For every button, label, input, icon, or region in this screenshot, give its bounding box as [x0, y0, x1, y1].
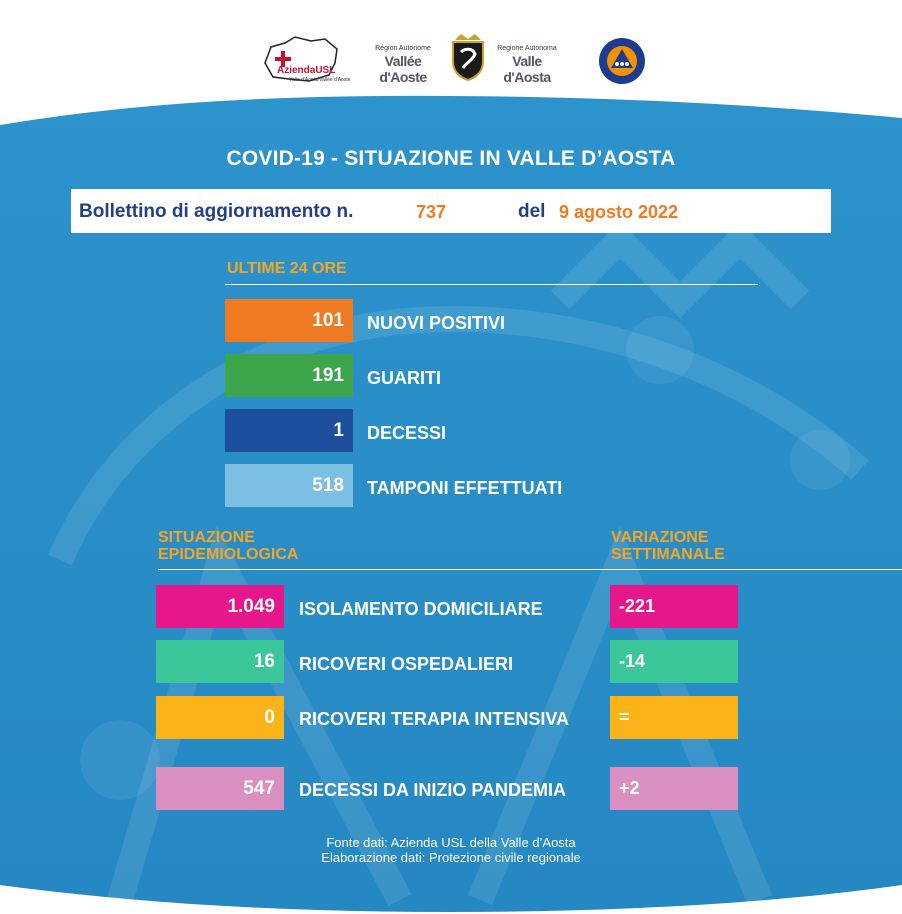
last24-label: NUOVI POSITIVI: [367, 313, 506, 333]
regional-crest-logo: [449, 32, 487, 82]
epi-label: ISOLAMENTO DOMICILIARE: [299, 599, 543, 619]
variation-box: =: [610, 696, 738, 739]
epi-value-box: 0: [156, 696, 284, 739]
epi-heading-line2: EPIDEMIOLOGICA: [158, 546, 299, 563]
last24-heading: ULTIME 24 ORE: [227, 260, 347, 277]
epi-value-box: 16: [156, 640, 284, 683]
bulletin-number: 737: [416, 202, 447, 222]
protezione-civile-logo: [598, 37, 646, 85]
last24-value-box: 1: [225, 409, 353, 452]
source-line2: Elaborazione dati: Protezione civile regionale: [321, 850, 581, 865]
last24-label: DECESSI: [367, 423, 447, 443]
variation-box: -221: [610, 585, 738, 628]
usl-logo: [259, 33, 351, 89]
epi-rule: [158, 569, 902, 570]
source-note: [0, 835, 902, 865]
epi-heading-line1: SITUAZIONE: [158, 529, 255, 546]
variation-box: -14: [610, 640, 738, 683]
last24-label: TAMPONI EFFETTUATI: [367, 478, 563, 498]
bulletin-label: Bollettino di aggiornamento n.: [79, 201, 354, 222]
last24-value-box: 191: [225, 354, 353, 397]
bulletin-bar: [71, 189, 831, 233]
vda-it-small: Regione Autonoma: [497, 45, 557, 52]
last24-value-box: 101: [225, 299, 353, 342]
variation-box: +2: [610, 767, 738, 810]
epi-label: DECESSI DA INIZIO PANDEMIA: [299, 780, 567, 800]
epi-heading: [158, 529, 298, 563]
vda-it-brand: Valle d'Aosta: [503, 53, 551, 85]
usl-subtitle: Valle d'Aosta/Vallée d'Aoste: [289, 77, 351, 83]
crest-icon: [449, 32, 487, 82]
last24-rule: [225, 284, 758, 285]
variation-heading-line2: SETTIMANALE: [611, 546, 725, 563]
epi-value-box: 547: [156, 767, 284, 810]
bulletin-date: 9 agosto 2022: [559, 202, 679, 222]
page-title: COVID-19 - SITUAZIONE IN VALLE D’AOSTA: [226, 147, 676, 170]
vda-fr-logo: [361, 44, 445, 85]
epi-value-box: 1.049: [156, 585, 284, 628]
epi-label: RICOVERI OSPEDALIERI: [299, 654, 514, 674]
protezione-civile-icon: [598, 37, 646, 85]
last24-label: GUARITI: [367, 368, 441, 388]
bulletin-del: del: [518, 201, 546, 222]
variation-heading-line1: VARIAZIONE: [611, 529, 709, 546]
usl-name: AziendaUSL: [277, 65, 336, 76]
vda-fr-brand: Vallée d'Aoste: [379, 53, 427, 85]
source-line1: Fonte dati: Azienda USL della Valle d’Aosta: [326, 835, 576, 850]
vda-it-logo: [489, 44, 565, 85]
last24-value-box: 518: [225, 464, 353, 507]
variation-heading: [611, 529, 725, 563]
vda-fr-small: Région Autonome: [375, 45, 431, 52]
epi-label: RICOVERI TERAPIA INTENSIVA: [299, 709, 570, 729]
